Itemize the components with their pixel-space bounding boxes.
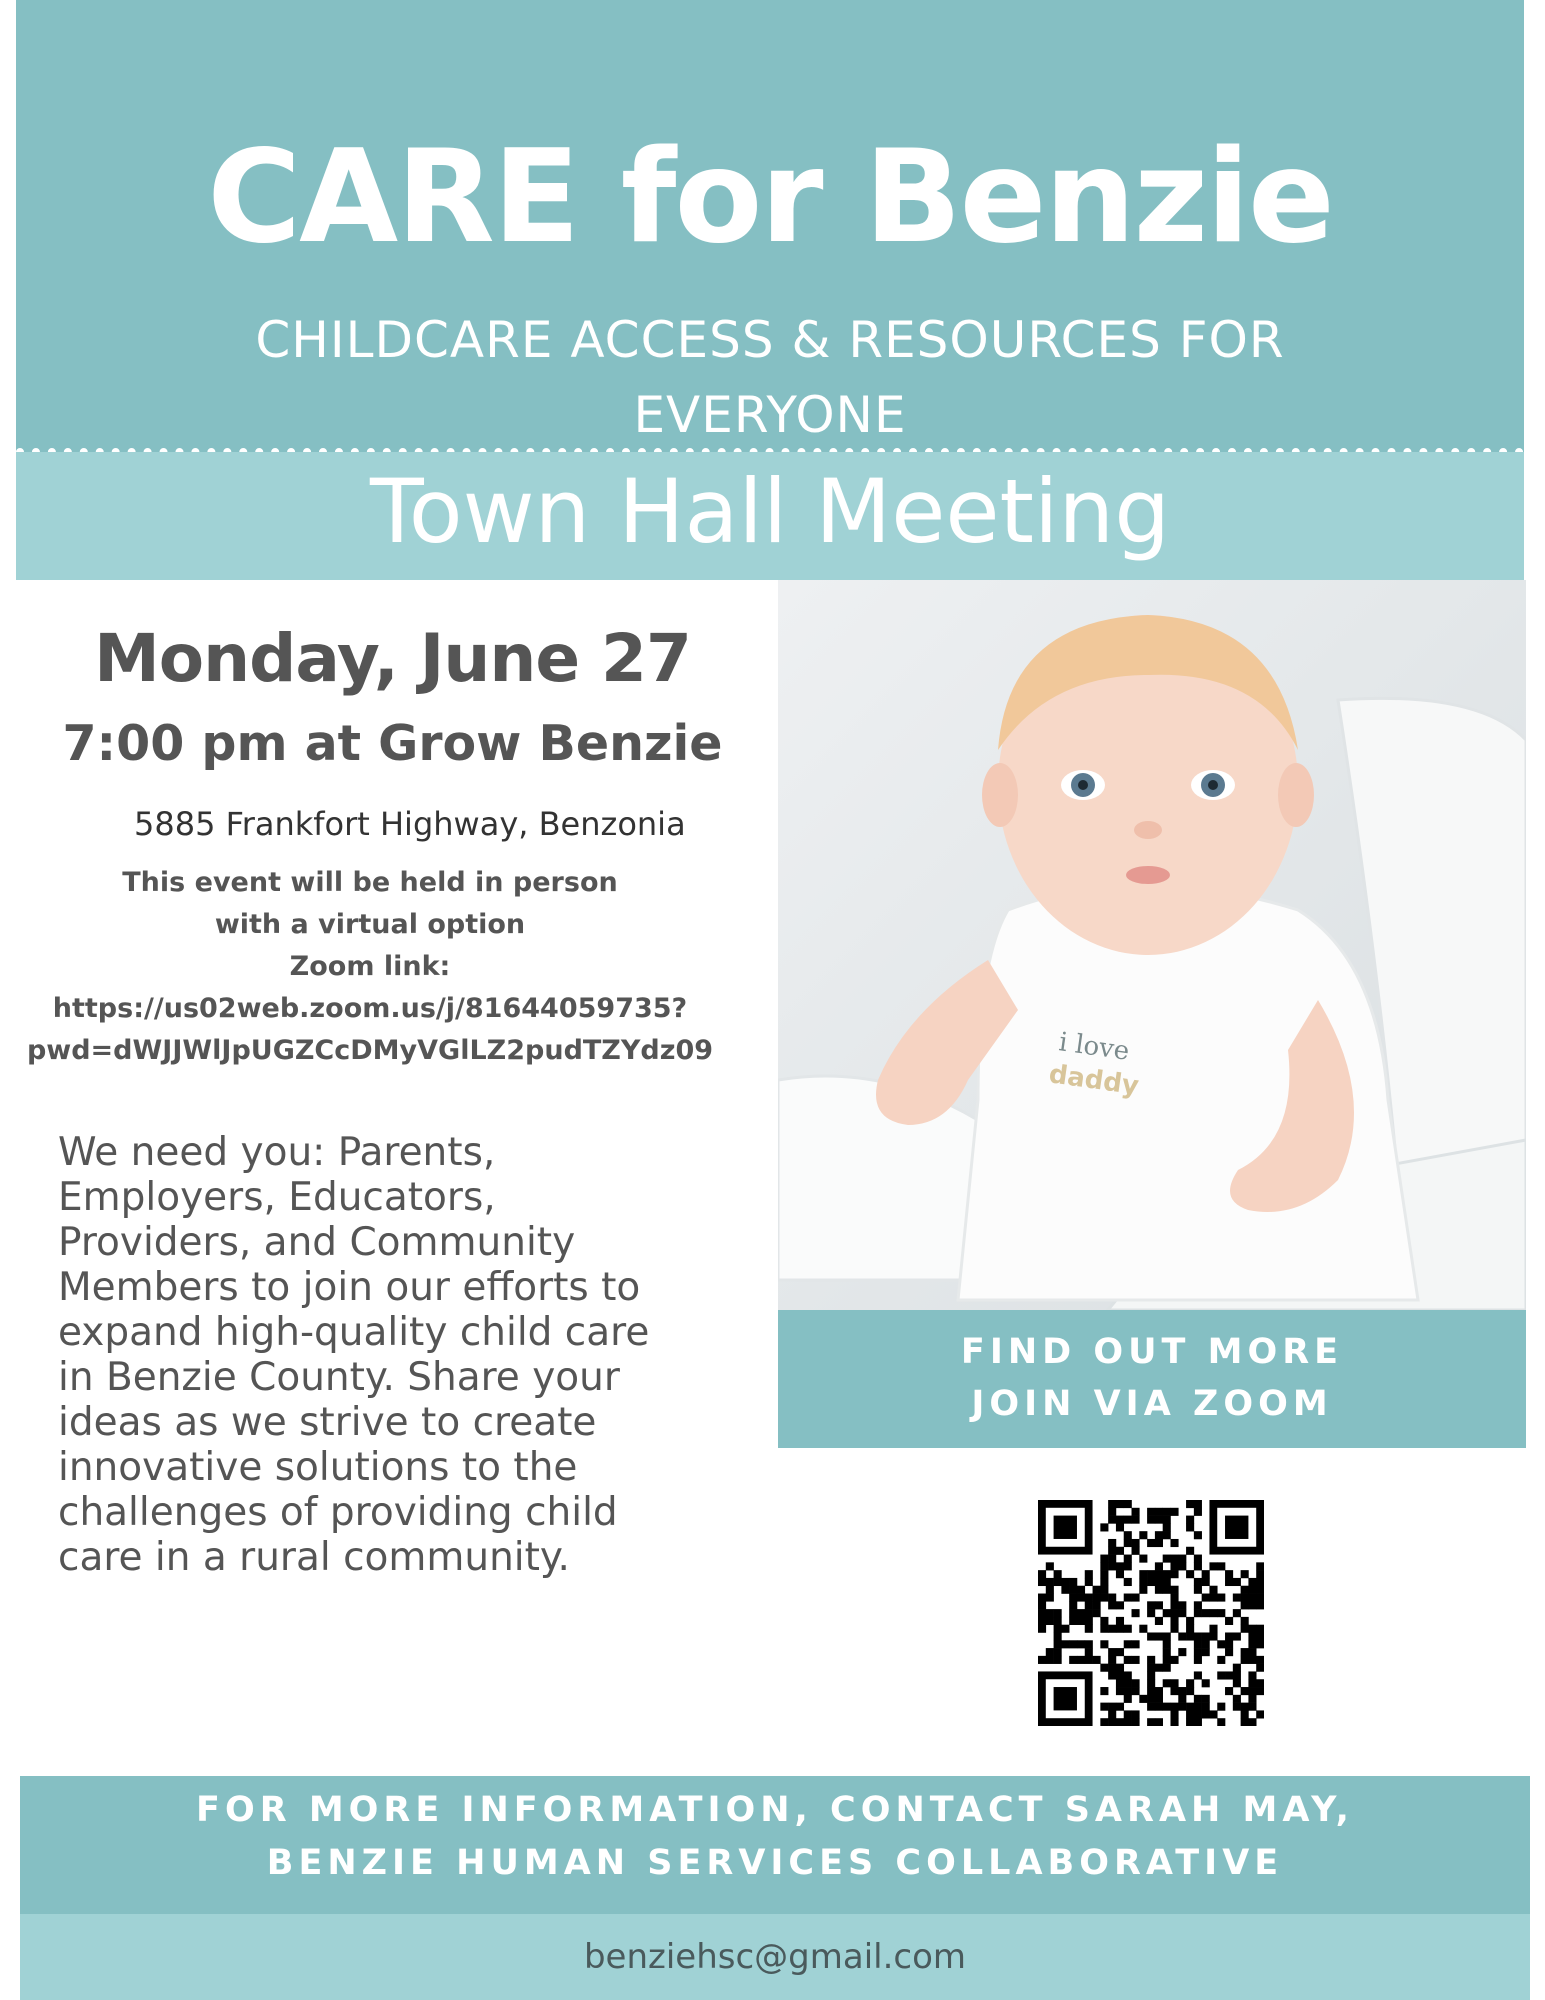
body-line: Employers, Educators, [58,1175,496,1220]
qr-code[interactable] [1038,1500,1264,1726]
body-line: innovative solutions to the [58,1445,578,1490]
flyer-subtitle [200,303,1340,453]
onesie-text-1: i love [1057,1027,1132,1067]
baby-photo [778,580,1526,1310]
body-line: care in a rural community. [58,1535,570,1580]
event-time-location: 7:00 pm at Grow Benzie [62,715,723,772]
contact-line-1: FOR MORE INFORMATION, CONTACT SARAH MAY, [196,1790,1354,1830]
event-detail-line: with a virtual option [214,909,526,940]
flyer-title: CARE for Benzie [207,123,1333,272]
body-line: Members to join our efforts to [58,1265,641,1310]
zoom-link-url[interactable]: https://us02web.zoom.us/j/81644059735? [52,993,688,1024]
body-line: expand high-quality child care [58,1310,650,1355]
event-address: 5885 Frankfort Highway, Benzonia [134,805,686,843]
zoom-link-password[interactable]: pwd=dWJJWlJpUGZCcDMyVGlLZ2pudTZYdz09 [26,1035,714,1066]
subtitle-line-1: CHILDCARE ACCESS & RESOURCES FOR [255,311,1285,369]
contact-line-2: BENZIE HUMAN SERVICES COLLABORATIVE [266,1843,1284,1883]
qr-code-graphic [1038,1500,1264,1726]
zoom-button-band [778,1310,1526,1448]
body-line: challenges of providing child [58,1490,618,1535]
contact-email-link[interactable]: benziehsc@gmail.com [583,1937,967,1977]
event-details [20,862,720,1072]
event-type-heading: Town Hall Meeting [369,460,1171,563]
body-line: in Benzie County. Share your [58,1355,620,1400]
find-out-more-button[interactable]: FIND OUT MORE [960,1332,1344,1372]
baby-illustration [778,580,1526,1310]
call-to-action-text [58,1130,738,1580]
event-detail-line: Zoom link: [289,951,451,982]
onesie-text-2: daddy [1047,1059,1141,1102]
event-date: Monday, June 27 [94,620,691,697]
body-line: We need you: Parents, [58,1130,496,1175]
join-via-zoom-button[interactable]: JOIN VIA ZOOM [971,1384,1333,1424]
subtitle-line-2: EVERYONE [633,386,907,444]
body-line: ideas as we strive to create [58,1400,597,1445]
event-detail-line: This event will be held in person [122,867,618,898]
body-line: Providers, and Community [58,1220,576,1265]
